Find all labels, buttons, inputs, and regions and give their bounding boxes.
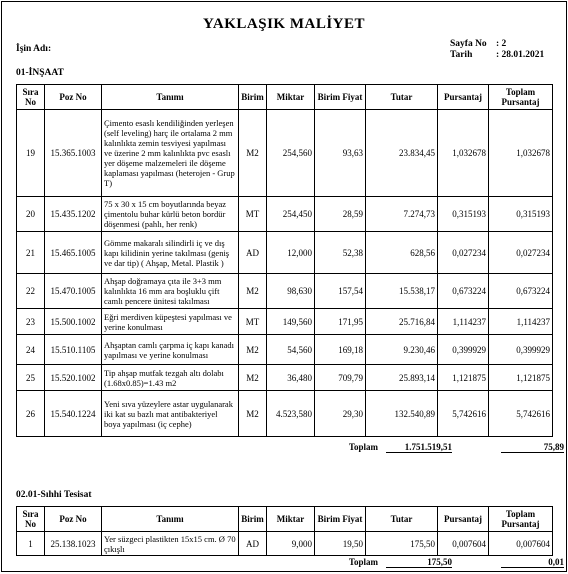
unit-price: 29,30 — [315, 391, 366, 437]
percentage: 1,121875 — [438, 365, 489, 391]
header-cell: Poz No — [45, 85, 102, 110]
header-cell: Pursantaj — [438, 507, 489, 532]
total-percentage: 0,399929 — [489, 335, 553, 365]
unit: M2 — [239, 335, 267, 365]
header-cell: Tanımı — [102, 85, 239, 110]
quantity: 4.523,580 — [267, 391, 315, 437]
amount: 175,50 — [366, 532, 438, 556]
quantity: 12,000 — [267, 232, 315, 274]
header-cell: Sıra No — [17, 85, 45, 110]
header-cell: Miktar — [267, 85, 315, 110]
row-number: 19 — [17, 110, 45, 197]
page-meta — [450, 39, 544, 61]
date-label: Tarih — [450, 50, 473, 60]
header-cell: Birim Fiyat — [315, 85, 366, 110]
table-row — [17, 110, 553, 197]
total-percentage: 0,315193 — [489, 197, 553, 232]
table-row — [17, 197, 553, 232]
amount: 7.274,73 — [366, 197, 438, 232]
percentage: 5,742616 — [438, 391, 489, 437]
row-number: 20 — [17, 197, 45, 232]
header-cell: Birim Fiyat — [315, 507, 366, 532]
amount: 23.834,45 — [366, 110, 438, 197]
percentage: 0,673224 — [438, 274, 489, 309]
poz-number: 15.540.1224 — [45, 391, 102, 437]
header-cell: Birim — [239, 85, 267, 110]
item-description: Yeni sıva yüzeylere astar uygulanarak iki kat su bazlı mat antibakteriyel boya yapılması (iç cephe) — [102, 391, 239, 437]
unit-price: 93,63 — [315, 110, 366, 197]
unit: M2 — [239, 391, 267, 437]
unit-price: 52,38 — [315, 232, 366, 274]
percentage: 0,007604 — [438, 532, 489, 556]
cost-table-insaat — [16, 84, 553, 437]
unit-price: 709,79 — [315, 365, 366, 391]
job-name-label: İşin Adı: — [16, 44, 52, 54]
header-cell: Sıra No — [17, 507, 45, 532]
amount: 15.538,17 — [366, 274, 438, 309]
amount: 132.540,89 — [366, 391, 438, 437]
total-percentage: 0,673224 — [489, 274, 553, 309]
unit: M2 — [239, 365, 267, 391]
item-description: Yer süzgeci plastikten 15x15 cm. Ø 70 çıkışlı — [102, 532, 239, 556]
row-number: 21 — [17, 232, 45, 274]
header-cell: Poz No — [45, 507, 102, 532]
total-percentage: 1,114237 — [489, 309, 553, 335]
page-no-value: : 2 — [496, 39, 507, 49]
section-title-insaat: 01-İNŞAAT — [16, 68, 64, 78]
total-percentage: 1,121875 — [489, 365, 553, 391]
cost-table-sihhi-tesisat — [16, 506, 553, 556]
unit-price: 157,54 — [315, 274, 366, 309]
page-no-label: Sayfa No — [450, 39, 487, 49]
unit: MT — [239, 309, 267, 335]
table-header-row — [17, 85, 553, 110]
total-percentage: 0,027234 — [489, 232, 553, 274]
row-number: 25 — [17, 365, 45, 391]
unit: M2 — [239, 110, 267, 197]
table-row — [17, 309, 553, 335]
table-row — [17, 365, 553, 391]
amount: 9.230,46 — [366, 335, 438, 365]
poz-number: 15.470.1005 — [45, 274, 102, 309]
document-title: YAKLAŞIK MALİYET — [202, 16, 366, 32]
quantity: 254,450 — [267, 197, 315, 232]
poz-number: 15.435.1202 — [45, 197, 102, 232]
row-number: 23 — [17, 309, 45, 335]
row-number: 1 — [17, 532, 45, 556]
header-cell: Tutar — [366, 507, 438, 532]
percentage: 0,027234 — [438, 232, 489, 274]
quantity: 254,560 — [267, 110, 315, 197]
table-row — [17, 335, 553, 365]
header-cell: Tanımı — [102, 507, 239, 532]
quantity: 54,560 — [267, 335, 315, 365]
table-header-row — [17, 507, 553, 532]
total-percentage: 0,007604 — [489, 532, 553, 556]
poz-number: 15.510.1105 — [45, 335, 102, 365]
item-description: Tip ahşap mutfak tezgah altı dolabı (1.68x0.85)=1.43 m2 — [102, 365, 239, 391]
poz-number: 25.138.1023 — [45, 532, 102, 556]
header-cell: Toplam Pursantaj — [489, 85, 553, 110]
unit-price: 171,95 — [315, 309, 366, 335]
unit-price: 169,18 — [315, 335, 366, 365]
document-page — [1, 1, 567, 572]
table-row — [17, 232, 553, 274]
item-description: Gömme makaralı silindirli iç ve dış kapı kilidinin yerine takılması (geniş ve dar tip) ( Ahşap, Metal. Plastik ) — [102, 232, 239, 274]
poz-number: 15.465.1005 — [45, 232, 102, 274]
total-amount: 175,50 — [386, 557, 452, 568]
table-row — [17, 532, 553, 556]
quantity: 98,630 — [267, 274, 315, 309]
item-description: Ahşaptan camlı çarpma iç kapı kanadı yapılması ve yerine konulması — [102, 335, 239, 365]
table-row — [17, 391, 553, 437]
unit: AD — [239, 232, 267, 274]
unit-price: 19,50 — [315, 532, 366, 556]
row-number: 24 — [17, 335, 45, 365]
percentage: 0,399929 — [438, 335, 489, 365]
section-title-sihhi-tesisat: 02.01-Sıhhi Tesisat — [16, 490, 92, 500]
total-label: Toplam — [348, 442, 378, 452]
item-description: 75 x 30 x 15 cm boyutlarında beyaz çimentolu buhar kürlü beton bordür döşenmesi (pahlı, her renk) — [102, 197, 239, 232]
quantity: 149,560 — [267, 309, 315, 335]
poz-number: 15.500.1002 — [45, 309, 102, 335]
quantity: 36,480 — [267, 365, 315, 391]
row-number: 26 — [17, 391, 45, 437]
item-description: Eğri merdiven küpeştesi yapılması ve yerine konulması — [102, 309, 239, 335]
amount: 628,56 — [366, 232, 438, 274]
total-label: Toplam — [348, 557, 378, 567]
amount: 25.716,84 — [366, 309, 438, 335]
header-cell: Toplam Pursantaj — [489, 507, 553, 532]
table-row — [17, 274, 553, 309]
header-cell: Pursantaj — [438, 85, 489, 110]
percentage: 1,114237 — [438, 309, 489, 335]
total-percentage: 0,01 — [501, 557, 564, 568]
item-description: Çimento esaslı kendiliğinden yerleşen (self leveling) harç ile ortalama 2 mm kalınlıkta zemin tesviyesi yapılması ve üzerine 2 mm kalınlıkta pvc esaslı yer döşeme malzemeleri ile döşeme kaplaması yapılması (heterojen - Grup T) — [102, 110, 239, 197]
header-cell: Miktar — [267, 507, 315, 532]
percentage: 1,032678 — [438, 110, 489, 197]
item-description: Ahşap doğramaya çıta ile 3+3 mm kalınlıkta 16 mm ara boşluklu çift camlı pencere ünitesi takılması — [102, 274, 239, 309]
total-percentage: 5,742616 — [489, 391, 553, 437]
header-cell: Birim — [239, 507, 267, 532]
quantity: 9,000 — [267, 532, 315, 556]
date-value: : 28.01.2021 — [496, 50, 545, 60]
poz-number: 15.365.1003 — [45, 110, 102, 197]
percentage: 0,315193 — [438, 197, 489, 232]
poz-number: 15.520.1002 — [45, 365, 102, 391]
unit: M2 — [239, 274, 267, 309]
amount: 25.893,14 — [366, 365, 438, 391]
unit: AD — [239, 532, 267, 556]
total-amount: 1.751.519,51 — [386, 442, 452, 453]
total-percentage: 1,032678 — [489, 110, 553, 197]
unit-price: 28,59 — [315, 197, 366, 232]
unit: MT — [239, 197, 267, 232]
total-percentage: 75,89 — [501, 442, 564, 453]
row-number: 22 — [17, 274, 45, 309]
header-cell: Tutar — [366, 85, 438, 110]
